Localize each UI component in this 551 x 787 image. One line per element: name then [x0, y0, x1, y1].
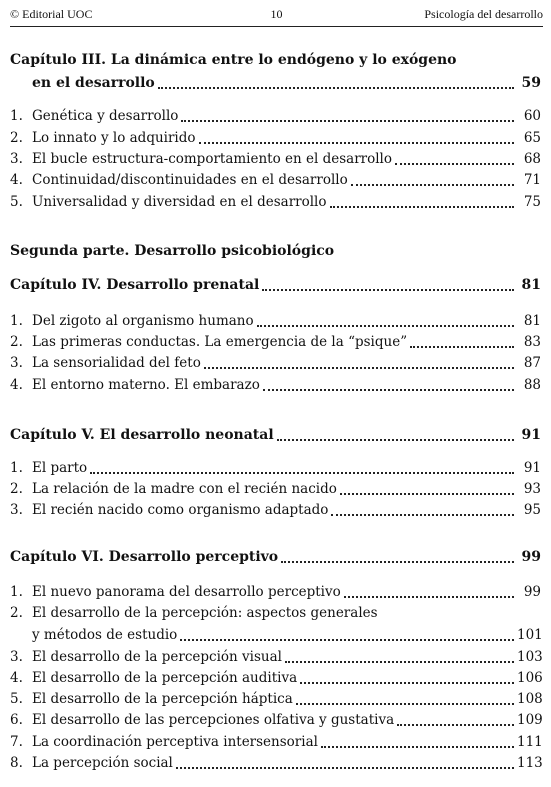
toc-entry[interactable]: 1. El nuevo panorama del desarrollo perceptivo 99 [10, 584, 541, 600]
chapter-3-entry[interactable]: en el desarrollo 59 [32, 75, 541, 91]
toc-entry[interactable]: 1. Del zigoto al organismo humano 81 [10, 313, 541, 329]
page-number: 10 [270, 7, 283, 21]
book-title: Psicología del desarrollo [424, 7, 543, 21]
toc-entry[interactable]: 7. La coordinación perceptiva intersensorial 111 [10, 734, 543, 750]
toc-entry[interactable]: 5. Universalidad y diversidad en el desarrollo 75 [10, 194, 541, 210]
page-ref: 59 [521, 75, 541, 91]
toc-entry[interactable]: 3. El recién nacido como organismo adaptado 95 [10, 502, 541, 518]
toc-entry[interactable]: 4. El desarrollo de la percepción auditiva 106 [10, 670, 543, 686]
toc-entry[interactable]: 8. La percepción social 113 [10, 755, 543, 771]
part-2-title: Segunda parte. Desarrollo psicobiológico [10, 243, 335, 259]
toc-entry[interactable]: 6. El desarrollo de las percepciones olfativa y gustativa 109 [10, 712, 543, 728]
toc-entry[interactable]: 3. El bucle estructura-comportamiento en el desarrollo 68 [10, 151, 541, 167]
toc-entry[interactable]: 2. La relación de la madre con el recién nacido 93 [10, 481, 541, 497]
chapter-6-entry[interactable]: Capítulo VI. Desarrollo perceptivo 99 [10, 549, 541, 565]
page-header [10, 4, 543, 27]
toc-entry[interactable]: 1. El parto 91 [10, 460, 541, 476]
publisher: © Editorial UOC [10, 7, 93, 21]
toc-entry-continued[interactable]: y métodos de estudio 101 [32, 627, 543, 643]
chapter-4-entry[interactable]: Capítulo IV. Desarrollo prenatal 81 [10, 277, 541, 293]
chapter-5-entry[interactable]: Capítulo V. El desarrollo neonatal 91 [10, 427, 541, 443]
toc-entry[interactable]: 2. Lo innato y lo adquirido 65 [10, 130, 541, 146]
toc-entry[interactable]: 2. El desarrollo de la percepción: aspectos generales [10, 605, 378, 621]
toc-entry[interactable]: 4. El entorno materno. El embarazo 88 [10, 377, 541, 393]
toc-entry[interactable]: 5. El desarrollo de la percepción háptica 108 [10, 691, 543, 707]
leader-dots [158, 87, 514, 89]
toc-entry[interactable]: 1. Genética y desarrollo 60 [10, 108, 541, 124]
toc-entry[interactable]: 4. Continuidad/discontinuidades en el desarrollo 71 [10, 172, 541, 188]
toc-entry[interactable]: 2. Las primeras conductas. La emergencia de la “psique” 83 [10, 334, 541, 350]
toc-entry[interactable]: 3. El desarrollo de la percepción visual 103 [10, 649, 543, 665]
chapter-3-title: Capítulo III. La dinámica entre lo endógeno y lo exógeno [10, 52, 457, 68]
toc-entry[interactable]: 3. La sensorialidad del feto 87 [10, 355, 541, 371]
